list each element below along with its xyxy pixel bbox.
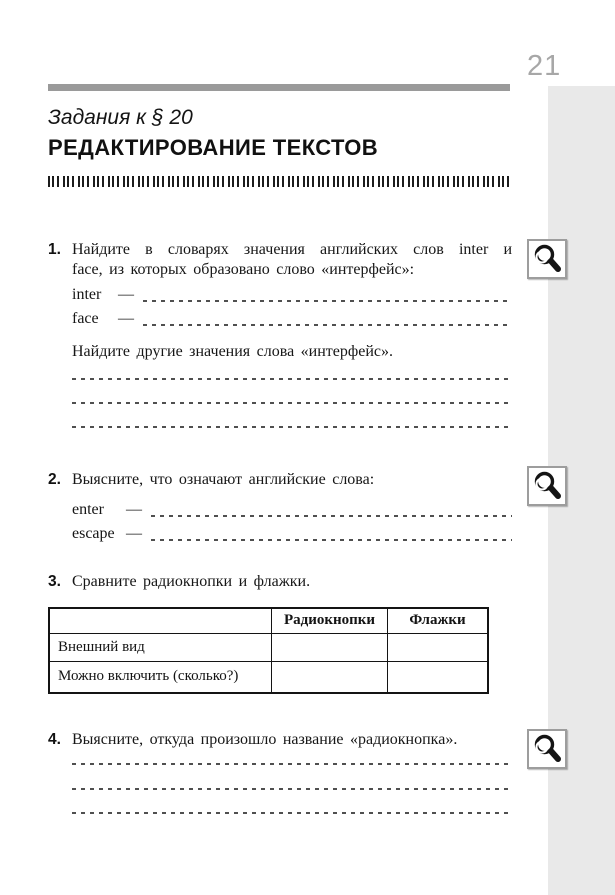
table-header-checkboxes: Флажки [388, 608, 489, 633]
answer-blank-line [72, 812, 512, 814]
comparison-table [48, 607, 489, 694]
task-4 [48, 730, 512, 820]
task-1-subtext: Найдите другие значения слова «интерфейс». [72, 343, 394, 360]
section-kicker: Задания к § 20 [48, 106, 193, 129]
answer-blank-line [72, 788, 512, 790]
em-dash: — [118, 286, 134, 303]
word-label-enter: enter [72, 501, 104, 518]
word-label-inter: inter [72, 286, 102, 303]
answer-cell [388, 633, 489, 661]
word-label-face: face [72, 310, 99, 327]
table-header-row [49, 608, 488, 633]
task-1-text-line1: Найдите в словарях значения английских слов inter и [72, 241, 512, 258]
answer-blank-line [72, 402, 512, 404]
task-2-number: 2. [48, 471, 61, 488]
table-header-empty [49, 608, 272, 633]
answer-row-escape [72, 527, 512, 544]
task-2-text: Выясните, что означают английские слова: [72, 471, 375, 488]
task-3-number: 3. [48, 573, 61, 590]
page-title: РЕДАКТИРОВАНИЕ ТЕКСТОВ [48, 135, 379, 160]
answer-cell [272, 633, 388, 661]
answer-cell [272, 661, 388, 693]
answer-blank-line [151, 539, 512, 541]
em-dash: — [126, 501, 142, 518]
row-label: Внешний вид [49, 633, 272, 661]
task-4-text: Выясните, откуда произошло название «радиокнопка». [72, 731, 458, 748]
row-label: Можно включить (сколько?) [49, 661, 272, 693]
answer-blank-line [72, 426, 512, 428]
magnifier-icon [527, 239, 567, 279]
table-row-appearance [49, 633, 488, 661]
magnifier-icon [527, 466, 567, 506]
task-2 [48, 470, 512, 550]
task-3-text: Сравните радиокнопки и флажки. [72, 573, 311, 590]
task-1 [48, 240, 512, 430]
table-row-can-enable [49, 661, 488, 693]
task-1-text [72, 240, 512, 280]
answer-blank-line [143, 324, 512, 326]
answer-blank-line [143, 300, 512, 302]
answer-cell [388, 661, 489, 693]
answer-row-inter [72, 288, 512, 305]
answer-blank-line [72, 763, 512, 765]
word-label-escape: escape [72, 525, 115, 542]
answer-blank-line [151, 515, 512, 517]
task-3 [48, 572, 512, 596]
page-number: 21 [527, 50, 562, 82]
answer-row-enter [72, 503, 512, 520]
answer-row-face [72, 312, 512, 329]
em-dash: — [126, 525, 142, 542]
magnifier-icon [527, 729, 567, 769]
task-4-number: 4. [48, 731, 61, 748]
decorative-hatch-rule [48, 176, 512, 187]
task-1-number: 1. [48, 241, 61, 258]
task-1-text-line2: face, из которых образовано слово «интерфейс»: [72, 261, 415, 278]
em-dash: — [118, 310, 134, 327]
header-rule [48, 84, 510, 91]
table-header-radiobuttons: Радиокнопки [272, 608, 388, 633]
answer-blank-line [72, 378, 512, 380]
